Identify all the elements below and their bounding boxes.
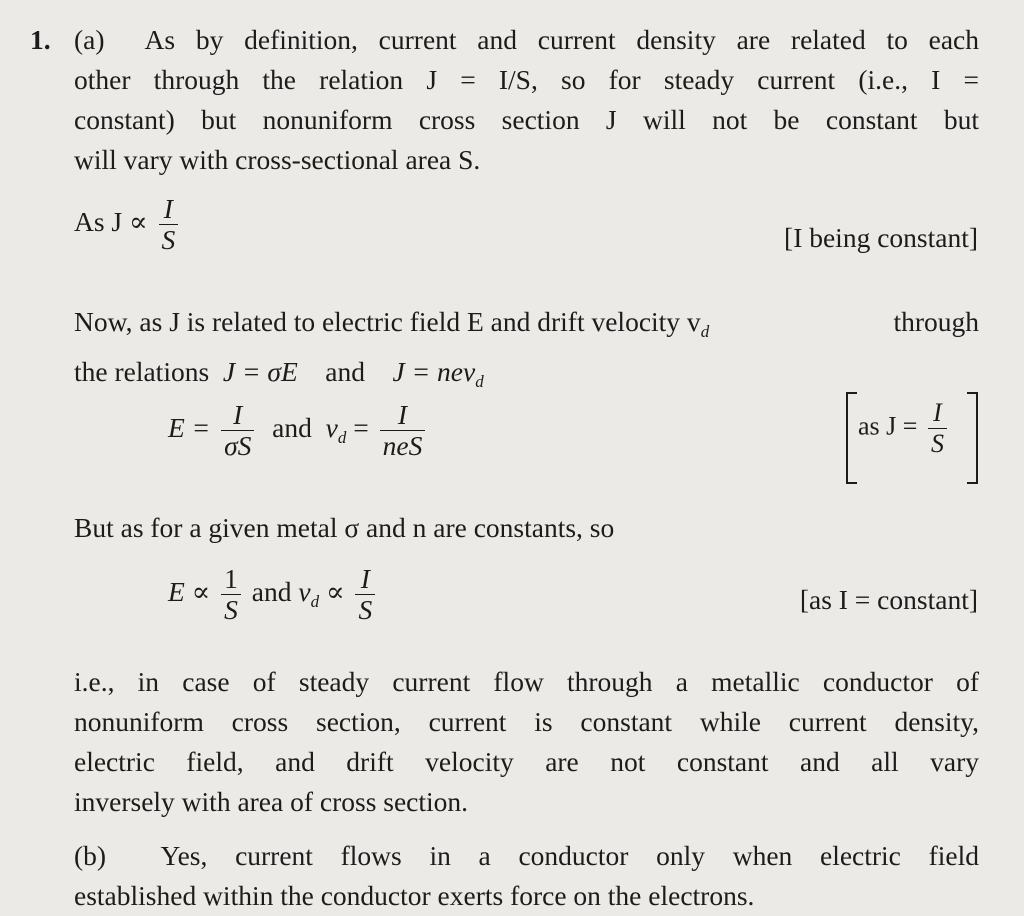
eq1-prefix: As J ∝: [74, 205, 148, 237]
equation-proportional-j: [74, 194, 182, 255]
eq2-note-prefix: as J =: [858, 411, 918, 441]
eq2-fraction-2: $\frac{I}{\text{neS}}$: [380, 400, 426, 461]
eq3-and: and: [251, 575, 292, 607]
equation-proportionality: E ∝ $\frac{1}{S}$ and $v_d$ ∝ $\frac{I}{S}$: [168, 564, 379, 625]
part-a-line-1: As by definition, current and current density are related to each: [144, 24, 980, 55]
para2-and: and: [325, 356, 366, 387]
eq2-note-fraction: $\frac{I}{S}$: [928, 398, 947, 459]
eq3-fraction-1: $\frac{1}{S}$: [221, 564, 241, 625]
para3-text: But as for a given metal σ and n are constants, so: [74, 512, 615, 543]
equation-field-velocity: E = $\frac{I}{\sigma S}$ and $v_d$ = $\frac{I}{\text{neS}}$: [168, 400, 429, 461]
eq3-lhs1: E ∝: [168, 575, 211, 607]
para2-sub-2: d: [475, 372, 484, 391]
eq2-and: and: [272, 411, 312, 443]
conclusion-paragraph: [74, 662, 979, 822]
eq1-numerator: I: [163, 193, 173, 224]
constants-paragraph: [74, 508, 979, 548]
para4-line-3: electric field, and drift velocity are not constant and all vary: [74, 746, 979, 777]
part-a-line-3: constant) but nonuniform cross section J will not be constant but: [74, 104, 979, 135]
part-a-line-2: other through the relation J = I/S, so for steady current (i.e., I =: [74, 64, 979, 95]
para2-line-1: Now, as J is related to electric field E and drift velocity v: [74, 306, 701, 337]
part-b-line-1: Yes, current flows in a conductor only when electric field: [160, 840, 979, 871]
eq2-fraction-1: $\frac{I}{\sigma S}$: [221, 400, 254, 461]
part-b-label: (b): [74, 840, 107, 871]
para2-line-1-end: through: [893, 306, 979, 337]
eq2-lhs1: E =: [168, 411, 211, 443]
part-b-paragraph: [74, 836, 979, 916]
part-a-line-4: will vary with cross-sectional area S.: [74, 144, 481, 175]
para2-sub-1: d: [700, 322, 710, 341]
eq3-note: [as I = constant]: [799, 584, 978, 615]
para4-line-1: i.e., in case of steady current flow through a metallic conductor of: [74, 666, 979, 697]
relations-paragraph: [74, 302, 979, 402]
eq1-denominator: S: [161, 224, 176, 255]
part-a-paragraph: [74, 20, 979, 180]
eq1-fraction: [159, 194, 179, 255]
para2-line-2a: the relations: [74, 356, 210, 387]
para2-relation-2: J = nev: [392, 356, 476, 387]
question-number: 1.: [30, 24, 51, 55]
eq2-note-bracket: [846, 392, 978, 484]
part-a-label: (a): [74, 24, 105, 55]
eq1-note: [I being constant]: [784, 222, 978, 253]
para2-relation-1: J = σE: [222, 356, 298, 387]
eq3-fraction-2: $\frac{I}{S}$: [355, 564, 375, 625]
para4-line-4: inversely with area of cross section.: [74, 786, 469, 817]
part-b-line-2: established within the conductor exerts force on the electrons.: [74, 880, 755, 911]
para4-line-2: nonuniform cross section, current is constant while current density,: [74, 706, 979, 737]
